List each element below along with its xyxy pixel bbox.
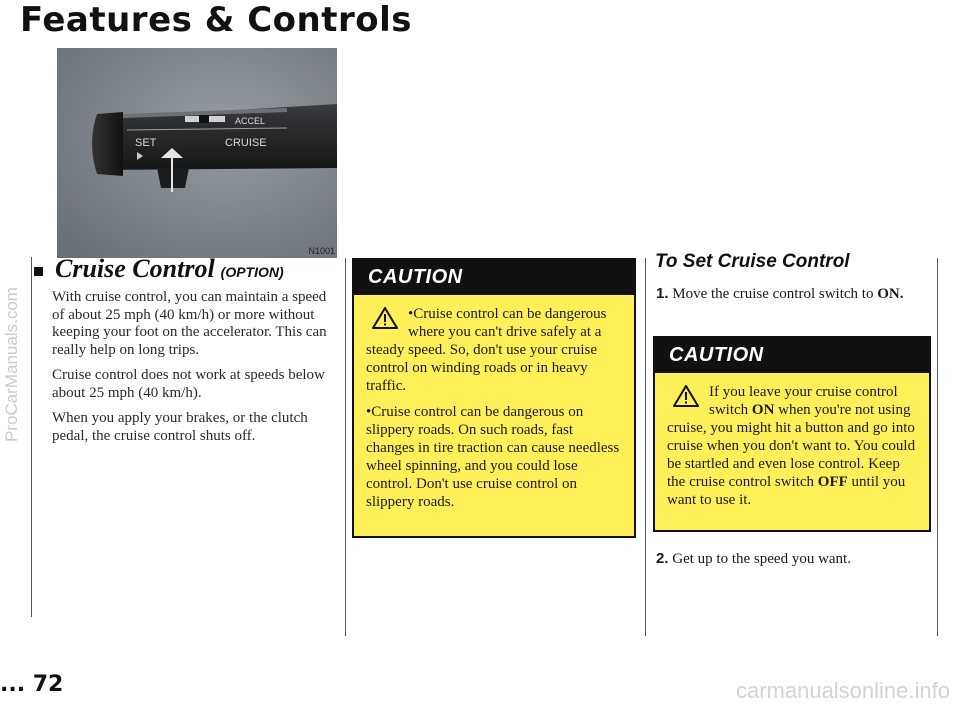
- caution-body: [354, 295, 634, 529]
- accel-label: ACCEL: [235, 116, 266, 126]
- cruise-control-description: [52, 289, 338, 453]
- step-text: Move the cruise control switch to: [672, 286, 874, 302]
- bullet-square-icon: [34, 267, 43, 276]
- step-keyword: ON.: [877, 286, 904, 302]
- caution-box-right: [653, 336, 931, 532]
- column-divider: [645, 258, 646, 636]
- cruise-control-heading: [34, 254, 284, 284]
- set-label: SET: [135, 137, 157, 149]
- caution-title: CAUTION: [655, 338, 929, 373]
- paragraph: When you apply your brakes, or the clutch pedal, the cruise control shuts off.: [52, 410, 308, 444]
- page-number: ... 72: [0, 672, 64, 697]
- figure-code: N1001: [308, 246, 335, 256]
- paragraph: With cruise control, you can maintain a speed of about 25 mph (40 km/h) or more without keeping your foot on the accelerator. This can really help on long trips.: [52, 289, 327, 358]
- column-divider: [31, 257, 32, 617]
- heading-text: Cruise Control: [55, 254, 215, 283]
- switch-off-keyword: OFF: [817, 474, 848, 490]
- page-title: Features & Controls: [20, 0, 412, 40]
- caution-text-part: until you want to use it.: [667, 474, 906, 508]
- cruise-label: CRUISE: [225, 137, 267, 149]
- caution-text-part: If you leave your cruise control switch: [709, 384, 898, 418]
- bottom-watermark: carmanualsonline.info: [735, 678, 950, 703]
- caution-box-center: [352, 258, 636, 538]
- option-label: (OPTION): [220, 264, 284, 280]
- paragraph: Cruise control does not work at speeds below about 25 mph (40 km/h).: [52, 367, 325, 401]
- stalk-illustration: [57, 48, 337, 258]
- caution-title: CAUTION: [354, 260, 634, 295]
- side-watermark: ProCarManuals.com: [2, 287, 21, 443]
- switch-on-keyword: ON: [751, 402, 775, 418]
- column-divider: [937, 258, 938, 636]
- caution-text-part: when you're not using cruise, you might hit a button and go into cruise when you don't want to. You could be startled and even lose control. Keep the cruise control switch: [667, 402, 916, 490]
- column-divider: [345, 258, 346, 636]
- cruise-control-stalk-photo: [57, 48, 337, 258]
- warning-triangle-icon: [372, 307, 398, 329]
- step-2: [656, 550, 926, 568]
- caution-text: [667, 383, 917, 509]
- step-text: Get up to the speed you want.: [672, 551, 851, 567]
- warning-triangle-icon: [673, 385, 699, 407]
- set-cruise-heading: To Set Cruise Control: [655, 251, 850, 272]
- caution-item: •Cruise control can be dangerous where you can't drive safely at a steady speed. So, don't use your cruise control on winding roads or in heavy traffic.: [366, 306, 607, 394]
- caution-body: [655, 373, 929, 527]
- step-1: [656, 285, 926, 303]
- step-number: 1.: [656, 285, 669, 302]
- step-number: 2.: [656, 550, 669, 567]
- caution-item: •Cruise control can be dangerous on slippery roads. On such roads, fast changes in tire traction can cause needless wheel spinning, and you could lose control. Don't use cruise control on slippery roads.: [366, 404, 620, 510]
